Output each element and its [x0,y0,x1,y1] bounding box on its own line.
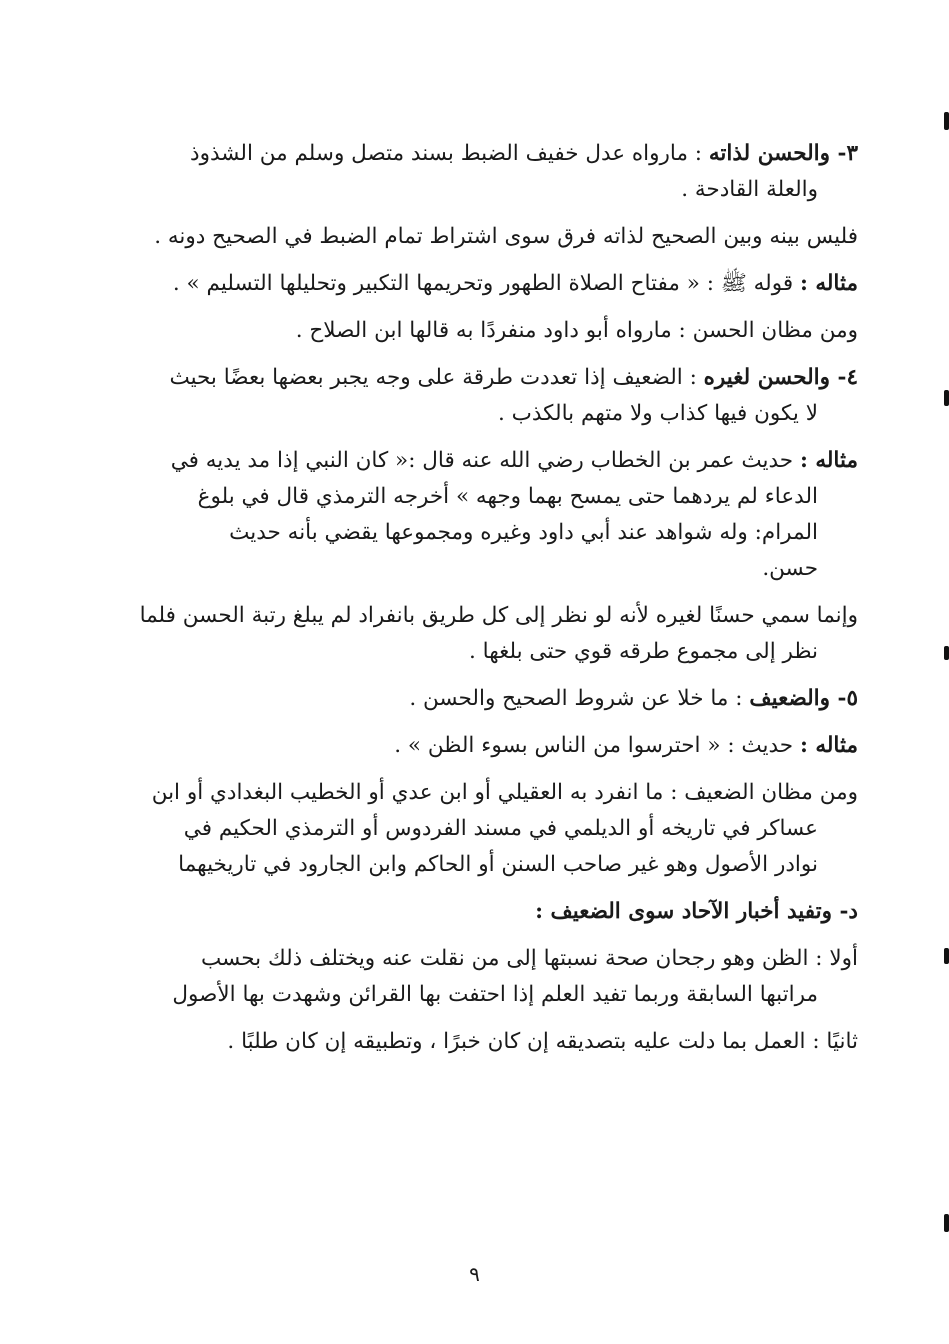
scan-edge-mark [944,948,949,964]
paragraph-sources-hasan [118,313,858,349]
scan-edge-mark [944,390,949,406]
line: : ما خلا عن شروط الصحيح والحسن . [409,686,750,711]
line: حسن. [762,556,818,581]
term-example: مثاله : [799,271,858,296]
line: الدعاء لم يردهما حتى يمسح بهما وجهه » أخرجه الترمذي قال في بلوغ [197,484,818,509]
line: قوله ﷺ : « مفتاح الصلاة الطهور وتحريمها التكبير وتحليلها التسليم » . [172,271,800,296]
paragraph-sources-daif [118,775,858,883]
page-number: ٩ [469,1262,480,1286]
line: عساكر في تاريخه أو الديلمي في مسند الفردوس أو الترمذي الحكيم في [183,816,818,841]
line: أولا : الظن وهو رجحان صحة نسبتها إلى من نقلت عنه ويختلف ذلك بحسب [201,946,858,971]
scan-edge-mark [944,112,949,130]
paragraph-daif [118,681,858,717]
line: مراتبها السابقة وربما تفيد العلم إذا احتفت بها القرائن وشهدت بها الأصول [172,982,818,1007]
paragraph-first [118,941,858,1013]
paragraph-reason [118,598,858,670]
term-hasan-lighayrihi: ٤- والحسن لغيره [703,365,858,390]
paragraph-example-3 [118,728,858,764]
scan-edge-mark [944,1214,949,1232]
line: : مارواه عدل خفيف الضبط بسند متصل وسلم من الشذوذ [190,141,709,166]
line: حديث : « احترسوا من الناس بسوء الظن » . [394,733,800,758]
paragraph-example-2 [118,443,858,587]
paragraph-difference [118,219,858,255]
line: وإنما سمي حسنًا لغيره لأنه لو نظر إلى كل طريق بانفراد لم يبلغ رتبة الحسن فلما [139,603,858,628]
paragraph-second [118,1024,858,1060]
term-example: مثاله : [799,733,858,758]
paragraph-hasan-lighayrihi [118,360,858,432]
line: ثانيًا : العمل بما دلت عليه بتصديقه إن كان خبرًا ، وتطبيقه إن كان طلبًا . [227,1029,858,1054]
line: والعلة القادحة . [681,177,818,202]
line: ومن مظان الحسن : مارواه أبو داود منفردًا به قالها ابن الصلاح . [295,318,858,343]
term-daif: ٥- والضعيف [749,686,858,711]
line: نوادر الأصول وهو غير صاحب السنن أو الحاكم وابن الجارود في تاريخيهما [178,852,818,877]
line: حديث عمر بن الخطاب رضي الله عنه قال :« كان النبي إذا مد يديه في [170,448,800,473]
paragraph-example-1 [118,266,858,302]
line: ومن مظان الضعيف : ما انفرد به العقيلي أو ابن عدي أو الخطيب البغدادي أو ابن [151,780,858,805]
line: لا يكون فيها كذاب ولا متهم بالكذب . [497,401,818,426]
term-ahad-heading: د- وتفيد أخبار الآحاد سوى الضعيف : [535,899,858,924]
scan-edge-mark [944,646,949,660]
line: نظر إلى مجموع طرقه قوي حتى بلغها . [469,639,818,664]
term-example: مثاله : [799,448,858,473]
line: المرام: وله شواهد عند أبي داود وغيره ومجموعها يقضي بأنه حديث [229,520,818,545]
line: : الضعيف إذا تعددت طرقة على وجه يجبر بعضها بعضًا بحيث [169,365,704,390]
line: فليس بينه وبين الصحيح لذاته فرق سوى اشتراط تمام الضبط في الصحيح دونه . [154,224,858,249]
paragraph-hasan-lidhatihi [118,136,858,208]
paragraph-ahad-heading [118,894,858,930]
body-text [118,136,858,1071]
term-hasan-lidhatihi: ٣- والحسن لذاته [708,141,858,166]
